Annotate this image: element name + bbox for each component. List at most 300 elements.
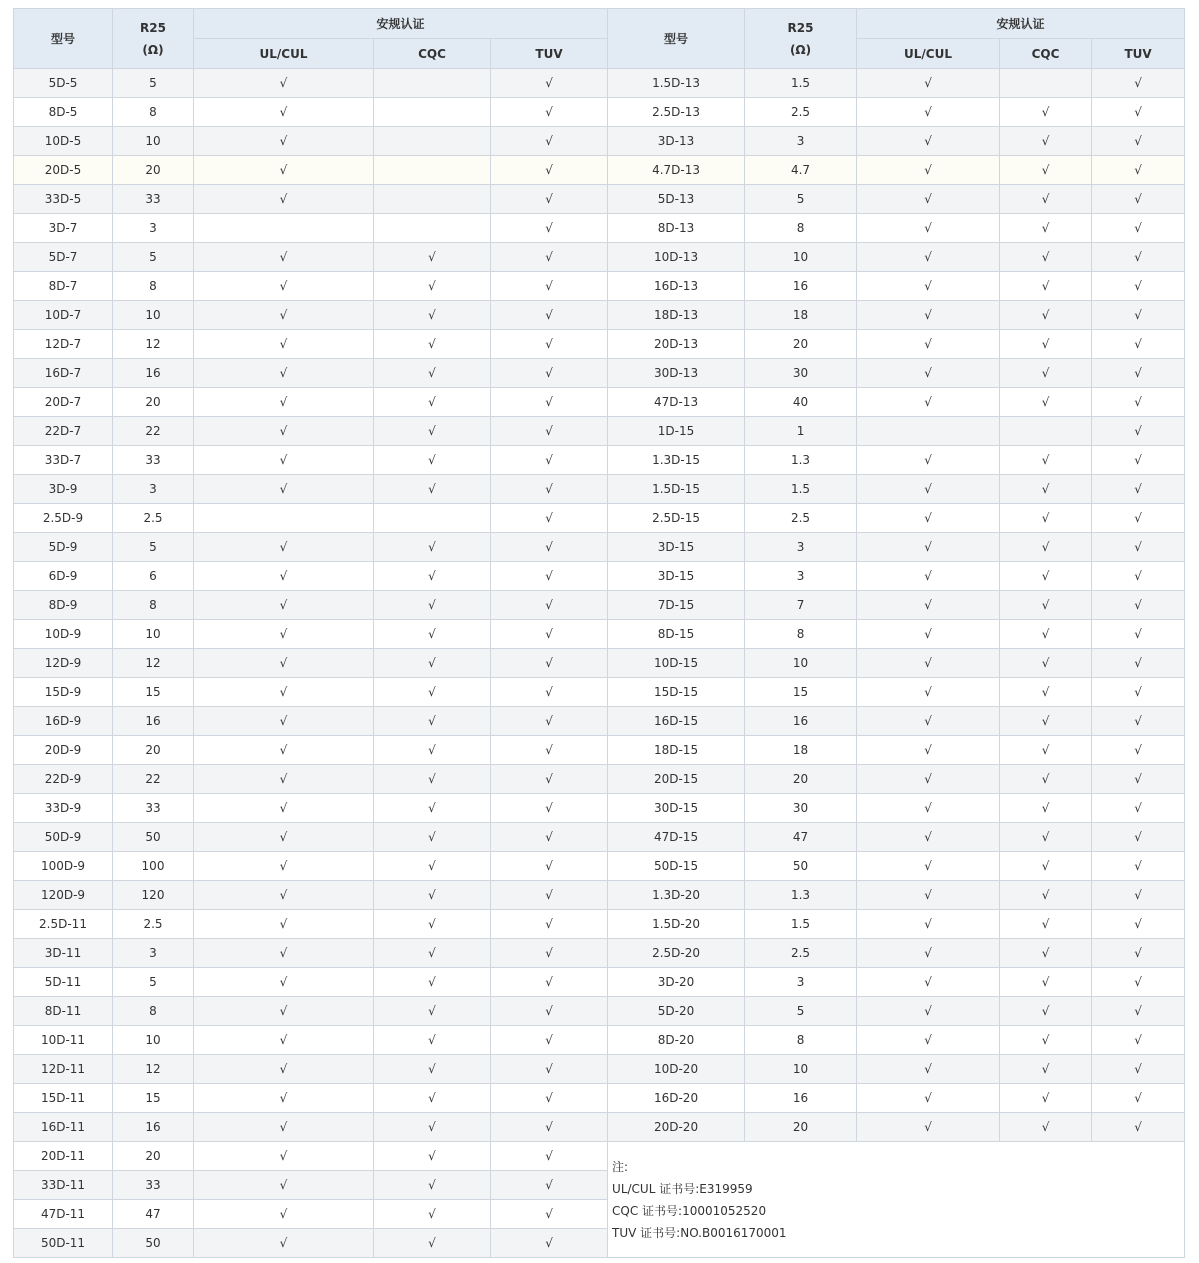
table-row [14,620,1185,649]
cqc-right-cell: √ [1000,823,1092,852]
tuv-right-cell: √ [1092,591,1185,620]
cqc-left-cell: √ [374,997,491,1026]
tuv-left-cell: √ [491,475,608,504]
tuv-left-cell: √ [491,562,608,591]
r25-left-cell: 3 [113,475,194,504]
r25-right-cell: 2.5 [745,939,857,968]
tuv-right-cell: √ [1092,214,1185,243]
tuv-left-cell: √ [491,330,608,359]
tuv-left-cell: √ [491,504,608,533]
model-left-cell: 33D-7 [14,446,113,475]
model-right-cell: 16D-20 [608,1084,745,1113]
tuv-left-cell: √ [491,272,608,301]
table-row [14,562,1185,591]
r25-left-cell: 33 [113,446,194,475]
tuv-left-cell: √ [491,852,608,881]
tuv-right-cell: √ [1092,1084,1185,1113]
tuv-right-cell: √ [1092,765,1185,794]
ul-right-cell: √ [857,156,1000,185]
r25-right-cell: 20 [745,330,857,359]
tuv-right-cell: √ [1092,388,1185,417]
ul-right-cell: √ [857,69,1000,98]
tuv-right-cell: √ [1092,881,1185,910]
ul-left-cell: √ [194,1026,374,1055]
cqc-right-cell: √ [1000,504,1092,533]
model-left-cell: 2.5D-9 [14,504,113,533]
model-right-cell: 3D-15 [608,533,745,562]
r25-left-cell: 16 [113,359,194,388]
r25-right-cell: 1.5 [745,69,857,98]
r25-right-cell: 3 [745,533,857,562]
model-left-cell: 50D-11 [14,1229,113,1258]
table-row [14,243,1185,272]
model-right-cell: 2.5D-15 [608,504,745,533]
model-left-cell: 100D-9 [14,852,113,881]
model-right-cell: 2.5D-13 [608,98,745,127]
cqc-right-cell: √ [1000,359,1092,388]
model-left-cell: 3D-7 [14,214,113,243]
tuv-left-cell: √ [491,1055,608,1084]
header-r25-unit: (Ω) [142,42,164,57]
cqc-left-cell: √ [374,330,491,359]
cqc-right-cell: √ [1000,533,1092,562]
cqc-left-cell: √ [374,301,491,330]
r25-left-cell: 2.5 [113,504,194,533]
ul-right-cell: √ [857,1084,1000,1113]
ul-left-cell: √ [194,968,374,997]
ul-left-cell: √ [194,417,374,446]
r25-right-cell: 1.3 [745,881,857,910]
ul-right-cell: √ [857,533,1000,562]
table-row [14,881,1185,910]
ul-left-cell: √ [194,185,374,214]
ul-left-cell: √ [194,1055,374,1084]
tuv-left-cell: √ [491,707,608,736]
ul-right-cell: √ [857,243,1000,272]
ul-left-cell: √ [194,562,374,591]
ul-left-cell: √ [194,301,374,330]
tuv-left-cell: √ [491,446,608,475]
ul-right-cell: √ [857,127,1000,156]
tuv-left-cell: √ [491,939,608,968]
ul-right-cell: √ [857,185,1000,214]
cqc-left-cell: √ [374,707,491,736]
table-row [14,301,1185,330]
model-left-cell: 33D-11 [14,1171,113,1200]
r25-right-cell: 30 [745,359,857,388]
tuv-right-cell: √ [1092,127,1185,156]
tuv-left-cell: √ [491,243,608,272]
cqc-right-cell: √ [1000,910,1092,939]
table-row [14,678,1185,707]
cqc-left-cell: √ [374,417,491,446]
model-right-cell: 30D-13 [608,359,745,388]
model-right-cell: 10D-15 [608,649,745,678]
tuv-right-cell: √ [1092,301,1185,330]
model-right-cell: 18D-13 [608,301,745,330]
r25-left-cell: 3 [113,939,194,968]
model-left-cell: 8D-11 [14,997,113,1026]
ul-right-cell: √ [857,678,1000,707]
model-left-cell: 6D-9 [14,562,113,591]
ul-right-cell: √ [857,852,1000,881]
table-row [14,533,1185,562]
cqc-right-cell: √ [1000,214,1092,243]
model-left-cell: 8D-5 [14,98,113,127]
header-model-left: 型号 [14,9,113,69]
table-row [14,1142,1185,1171]
header-cqc-right: CQC [1000,39,1092,69]
tuv-right-cell: √ [1092,852,1185,881]
model-left-cell: 16D-7 [14,359,113,388]
r25-left-cell: 6 [113,562,194,591]
ul-left-cell: √ [194,591,374,620]
r25-right-cell: 8 [745,620,857,649]
r25-right-cell: 3 [745,127,857,156]
r25-left-cell: 12 [113,1055,194,1084]
tuv-left-cell: √ [491,765,608,794]
table-row [14,794,1185,823]
cqc-left-cell: √ [374,968,491,997]
r25-left-cell: 100 [113,852,194,881]
tuv-left-cell: √ [491,417,608,446]
cqc-left-cell: √ [374,1113,491,1142]
model-right-cell: 1.5D-15 [608,475,745,504]
ul-left-cell: √ [194,156,374,185]
tuv-right-cell: √ [1092,475,1185,504]
ul-left-cell: √ [194,620,374,649]
cqc-left-cell [374,214,491,243]
note-ul: UL/CUL 证书号:E319959 [612,1182,753,1196]
r25-left-cell: 5 [113,533,194,562]
cqc-right-cell: √ [1000,939,1092,968]
r25-left-cell: 50 [113,823,194,852]
table-row [14,591,1185,620]
model-right-cell: 3D-13 [608,127,745,156]
model-right-cell: 1D-15 [608,417,745,446]
ul-right-cell: √ [857,301,1000,330]
ul-left-cell: √ [194,359,374,388]
tuv-right-cell: √ [1092,1113,1185,1142]
r25-left-cell: 22 [113,417,194,446]
ul-left-cell: √ [194,388,374,417]
tuv-right-cell: √ [1092,620,1185,649]
model-right-cell: 50D-15 [608,852,745,881]
model-right-cell: 1.3D-20 [608,881,745,910]
cqc-right-cell: √ [1000,620,1092,649]
header-r25-unit: (Ω) [789,42,812,57]
r25-right-cell: 2.5 [745,504,857,533]
ul-left-cell: √ [194,649,374,678]
header-model-right: 型号 [608,9,745,69]
r25-left-cell: 5 [113,243,194,272]
ul-left-cell: √ [194,823,374,852]
table-row [14,910,1185,939]
cqc-right-cell: √ [1000,301,1092,330]
cqc-right-cell: √ [1000,1026,1092,1055]
tuv-left-cell: √ [491,1084,608,1113]
tuv-left-cell: √ [491,620,608,649]
cqc-left-cell: √ [374,1229,491,1258]
tuv-right-cell: √ [1092,330,1185,359]
table-row [14,736,1185,765]
tuv-left-cell: √ [491,794,608,823]
cqc-right-cell: √ [1000,707,1092,736]
table-row [14,1055,1185,1084]
certification-table-container [13,8,1184,1258]
cqc-right-cell: √ [1000,388,1092,417]
model-left-cell: 47D-11 [14,1200,113,1229]
tuv-left-cell: √ [491,156,608,185]
r25-right-cell: 10 [745,243,857,272]
model-left-cell: 12D-7 [14,330,113,359]
cqc-left-cell: √ [374,1171,491,1200]
ul-left-cell: √ [194,127,374,156]
model-right-cell: 15D-15 [608,678,745,707]
model-right-cell: 1.3D-15 [608,446,745,475]
table-row [14,446,1185,475]
ul-left-cell: √ [194,852,374,881]
ul-right-cell: √ [857,475,1000,504]
cqc-right-cell: √ [1000,98,1092,127]
tuv-left-cell: √ [491,823,608,852]
r25-right-cell: 2.5 [745,98,857,127]
cqc-right-cell: √ [1000,243,1092,272]
table-row [14,504,1185,533]
ul-right-cell: √ [857,1055,1000,1084]
ul-left-cell: √ [194,736,374,765]
cqc-left-cell [374,69,491,98]
cqc-left-cell: √ [374,881,491,910]
ul-right-cell: √ [857,330,1000,359]
r25-right-cell: 16 [745,272,857,301]
tuv-right-cell: √ [1092,417,1185,446]
ul-right-cell: √ [857,881,1000,910]
tuv-left-cell: √ [491,649,608,678]
tuv-right-cell: √ [1092,910,1185,939]
model-right-cell: 5D-20 [608,997,745,1026]
model-right-cell: 18D-15 [608,736,745,765]
model-left-cell: 12D-11 [14,1055,113,1084]
note-label: 注: [612,1160,629,1174]
r25-left-cell: 10 [113,301,194,330]
table-row [14,69,1185,98]
r25-left-cell: 16 [113,707,194,736]
r25-right-cell: 7 [745,591,857,620]
cqc-left-cell: √ [374,794,491,823]
ul-right-cell: √ [857,1113,1000,1142]
ul-left-cell: √ [194,707,374,736]
model-left-cell: 10D-11 [14,1026,113,1055]
tuv-left-cell: √ [491,214,608,243]
tuv-left-cell: √ [491,736,608,765]
table-row [14,156,1185,185]
model-left-cell: 16D-11 [14,1113,113,1142]
header-tuv-right: TUV [1092,39,1185,69]
header-r25-label: R25 [787,20,814,35]
tuv-left-cell: √ [491,127,608,156]
model-left-cell: 10D-9 [14,620,113,649]
tuv-right-cell: √ [1092,562,1185,591]
ul-right-cell: √ [857,591,1000,620]
table-row [14,968,1185,997]
ul-left-cell: √ [194,939,374,968]
r25-right-cell: 20 [745,765,857,794]
model-right-cell: 10D-13 [608,243,745,272]
model-left-cell: 5D-9 [14,533,113,562]
ul-right-cell: √ [857,562,1000,591]
r25-right-cell: 18 [745,301,857,330]
cqc-left-cell: √ [374,1055,491,1084]
model-right-cell: 3D-20 [608,968,745,997]
cqc-right-cell: √ [1000,1113,1092,1142]
tuv-left-cell: √ [491,1229,608,1258]
cqc-right-cell [1000,417,1092,446]
model-right-cell: 16D-13 [608,272,745,301]
note-cqc: CQC 证书号:10001052520 [612,1204,767,1218]
cqc-right-cell: √ [1000,591,1092,620]
model-right-cell: 47D-13 [608,388,745,417]
model-right-cell: 1.5D-13 [608,69,745,98]
cqc-right-cell: √ [1000,475,1092,504]
header-tuv-left: TUV [491,39,608,69]
cqc-left-cell: √ [374,620,491,649]
r25-right-cell: 40 [745,388,857,417]
header-cert-group-left: 安规认证 [194,9,608,39]
cqc-right-cell: √ [1000,881,1092,910]
r25-left-cell: 15 [113,1084,194,1113]
cqc-left-cell: √ [374,852,491,881]
header-row-1 [14,9,1185,39]
table-row [14,98,1185,127]
tuv-right-cell: √ [1092,69,1185,98]
r25-right-cell: 5 [745,185,857,214]
r25-left-cell: 20 [113,388,194,417]
r25-left-cell: 47 [113,1200,194,1229]
cqc-left-cell: √ [374,562,491,591]
tuv-left-cell: √ [491,1142,608,1171]
table-row [14,475,1185,504]
model-left-cell: 33D-9 [14,794,113,823]
r25-right-cell: 30 [745,794,857,823]
r25-right-cell: 16 [745,1084,857,1113]
cqc-left-cell: √ [374,359,491,388]
cqc-left-cell: √ [374,591,491,620]
cqc-right-cell: √ [1000,1055,1092,1084]
cqc-left-cell: √ [374,388,491,417]
r25-left-cell: 10 [113,620,194,649]
tuv-right-cell: √ [1092,939,1185,968]
tuv-right-cell: √ [1092,185,1185,214]
tuv-left-cell: √ [491,1113,608,1142]
ul-left-cell: √ [194,272,374,301]
cqc-right-cell: √ [1000,272,1092,301]
table-row [14,417,1185,446]
cqc-right-cell: √ [1000,794,1092,823]
r25-right-cell: 15 [745,678,857,707]
model-left-cell: 8D-9 [14,591,113,620]
ul-left-cell: √ [194,1171,374,1200]
cqc-left-cell: √ [374,243,491,272]
cqc-right-cell: √ [1000,562,1092,591]
table-row [14,707,1185,736]
table-row [14,649,1185,678]
cqc-right-cell: √ [1000,852,1092,881]
table-row [14,330,1185,359]
cqc-left-cell: √ [374,910,491,939]
ul-right-cell: √ [857,794,1000,823]
r25-right-cell: 18 [745,736,857,765]
ul-right-cell: √ [857,272,1000,301]
model-left-cell: 20D-5 [14,156,113,185]
table-row [14,997,1185,1026]
ul-right-cell: √ [857,968,1000,997]
r25-left-cell: 22 [113,765,194,794]
ul-left-cell: √ [194,98,374,127]
note-tuv: TUV 证书号:NO.B0016170001 [612,1226,787,1240]
table-row [14,1113,1185,1142]
tuv-right-cell: √ [1092,678,1185,707]
cqc-left-cell: √ [374,272,491,301]
model-right-cell: 30D-15 [608,794,745,823]
model-left-cell: 5D-11 [14,968,113,997]
ul-left-cell: √ [194,243,374,272]
model-right-cell: 3D-15 [608,562,745,591]
ul-left-cell: √ [194,1229,374,1258]
table-row [14,852,1185,881]
tuv-right-cell: √ [1092,243,1185,272]
cqc-left-cell: √ [374,823,491,852]
model-right-cell: 7D-15 [608,591,745,620]
header-cert-group-right: 安规认证 [857,9,1185,39]
tuv-left-cell: √ [491,301,608,330]
cqc-left-cell [374,98,491,127]
cqc-left-cell: √ [374,736,491,765]
table-body [14,69,1185,1258]
header-r25-right [745,9,857,69]
r25-left-cell: 8 [113,997,194,1026]
ul-left-cell: √ [194,881,374,910]
cqc-left-cell: √ [374,1084,491,1113]
cqc-left-cell [374,156,491,185]
r25-right-cell: 4.7 [745,156,857,185]
tuv-left-cell: √ [491,359,608,388]
model-left-cell: 20D-9 [14,736,113,765]
model-left-cell: 10D-5 [14,127,113,156]
r25-left-cell: 20 [113,736,194,765]
model-left-cell: 16D-9 [14,707,113,736]
cqc-right-cell: √ [1000,678,1092,707]
model-right-cell: 2.5D-20 [608,939,745,968]
cqc-left-cell: √ [374,475,491,504]
cqc-right-cell: √ [1000,330,1092,359]
model-left-cell: 50D-9 [14,823,113,852]
ul-left-cell: √ [194,1084,374,1113]
r25-left-cell: 15 [113,678,194,707]
tuv-right-cell: √ [1092,997,1185,1026]
cqc-right-cell: √ [1000,765,1092,794]
r25-right-cell: 1.5 [745,910,857,939]
table-row [14,359,1185,388]
r25-left-cell: 3 [113,214,194,243]
ul-left-cell: √ [194,1113,374,1142]
table-row [14,214,1185,243]
cqc-left-cell: √ [374,765,491,794]
ul-right-cell: √ [857,1026,1000,1055]
r25-left-cell: 2.5 [113,910,194,939]
ul-left-cell: √ [194,678,374,707]
model-left-cell: 15D-9 [14,678,113,707]
